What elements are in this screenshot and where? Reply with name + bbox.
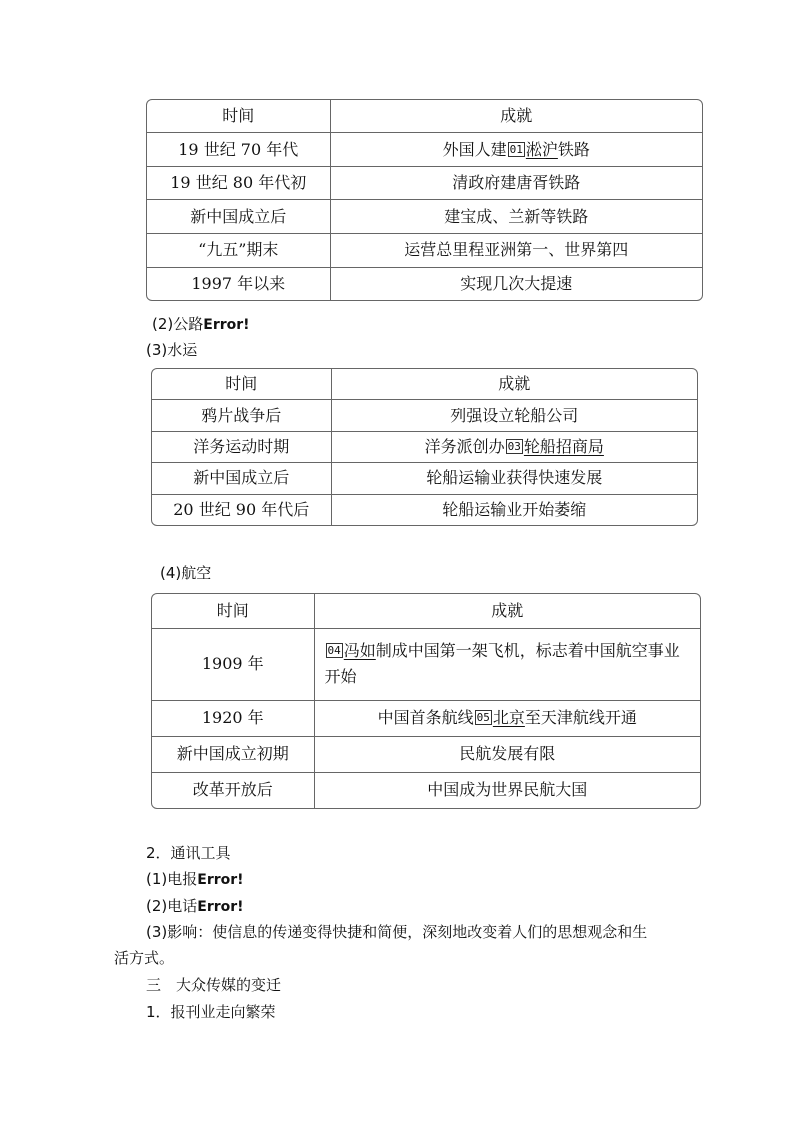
time-cell: 20 世纪 90 年代后 (152, 494, 331, 525)
table-row (152, 772, 700, 808)
blank-number: 05 (476, 711, 490, 724)
achievement-cell: 中国成为世界民航大国 (427, 780, 588, 800)
blank-text: 冯如 (343, 641, 376, 660)
achievement-post: 铁路 (557, 139, 590, 159)
achievement-cell: 轮船运输业获得快速发展 (331, 463, 697, 494)
time-cell: 1909 年 (152, 628, 314, 700)
achievement-cell: 民航发展有限 (314, 736, 700, 772)
error-text: Error! (197, 899, 244, 915)
table-row (152, 463, 697, 494)
highway-label: (2)公路 (152, 315, 204, 333)
time-cell: 19 世纪 80 年代初 (147, 166, 330, 200)
error-text: Error! (197, 872, 244, 888)
table-header-row (152, 369, 697, 400)
error-text: Error! (203, 317, 250, 333)
time-cell: “九五”期末 (147, 234, 330, 268)
header-time: 时间 (152, 369, 331, 400)
section-heading: 三 大众传媒的变迁 (146, 976, 282, 994)
time-cell: 1997 年以来 (147, 267, 330, 300)
achievement-cell (331, 431, 697, 462)
impact-line-1: (3)影响：使信息的传递变得快捷和简便，深刻地改变着人们的思想观念和生 (146, 923, 648, 941)
water-table (151, 368, 698, 526)
achievement-post: 制成中国第一架飞机，标志着中国航空事业开始 (324, 641, 680, 686)
achievement-cell: 轮船运输业开始萎缩 (442, 499, 587, 519)
telephone-label: (2)电话 (146, 897, 198, 915)
time-cell: 1920 年 (152, 700, 314, 736)
header-achievement: 成就 (314, 594, 700, 628)
time-cell: 改革开放后 (152, 772, 314, 808)
table-row (152, 700, 700, 736)
impact-line-2: 活方式。 (114, 949, 175, 967)
time-cell: 新中国成立后 (152, 463, 331, 494)
table-row (147, 133, 702, 167)
table-row (147, 234, 702, 268)
telegraph-line (146, 868, 244, 889)
blank-answer (505, 437, 604, 456)
table-row (152, 494, 697, 525)
table-row (147, 200, 702, 234)
table-header-row (147, 100, 702, 133)
table-row (147, 267, 702, 300)
blank-answer (507, 140, 558, 159)
achievement-cell: 实现几次大提速 (460, 273, 573, 293)
table-row (152, 628, 700, 700)
achievement-pre: 外国人建 (442, 139, 507, 159)
time-cell: 新中国成立初期 (152, 736, 314, 772)
achievement-pre: 洋务派创办 (424, 436, 505, 456)
blank-text: 淞沪 (525, 139, 558, 159)
blank-text: 轮船招商局 (523, 436, 604, 456)
telegraph-label: (1)电报 (146, 870, 198, 888)
railway-table (146, 99, 703, 301)
air-table (151, 593, 701, 809)
achievement-cell: 列强设立轮船公司 (331, 400, 697, 431)
achievement-cell: 建宝成、兰新等铁路 (330, 200, 702, 234)
header-time: 时间 (147, 100, 330, 133)
time-cell: 19 世纪 70 年代 (147, 133, 330, 167)
table-row (152, 736, 700, 772)
achievement-cell (330, 133, 702, 167)
time-cell: 洋务运动时期 (152, 431, 331, 462)
table-row (147, 166, 702, 200)
achievement-post: 至天津航线开通 (524, 708, 637, 727)
achievement-cell: 清政府建唐胥铁路 (330, 166, 702, 200)
subsection-heading: 1．报刊业走向繁荣 (146, 1003, 276, 1021)
time-cell: 鸦片战争后 (152, 400, 331, 431)
blank-text: 北京 (492, 708, 525, 727)
achievement-cell: 运营总里程亚洲第一、世界第四 (330, 234, 702, 268)
blank-answer (474, 708, 525, 727)
achievement-cell (314, 700, 700, 736)
air-heading: (4)航空 (160, 564, 212, 582)
header-time: 时间 (152, 594, 314, 628)
achievement-pre: 中国首条航线 (377, 708, 474, 727)
water-heading: (3)水运 (146, 341, 198, 359)
table-row (152, 431, 697, 462)
blank-number: 04 (327, 644, 341, 657)
header-achievement: 成就 (330, 100, 702, 133)
header-achievement: 成就 (331, 369, 697, 400)
blank-answer (325, 641, 376, 660)
blank-number: 01 (509, 142, 523, 156)
blank-number: 03 (507, 439, 521, 453)
comm-heading: 2．通讯工具 (146, 844, 231, 862)
time-cell: 新中国成立后 (147, 200, 330, 234)
achievement-cell (314, 628, 700, 700)
telephone-line (146, 895, 244, 916)
table-header-row (152, 594, 700, 628)
table-row (152, 400, 697, 431)
highway-line (152, 313, 250, 334)
